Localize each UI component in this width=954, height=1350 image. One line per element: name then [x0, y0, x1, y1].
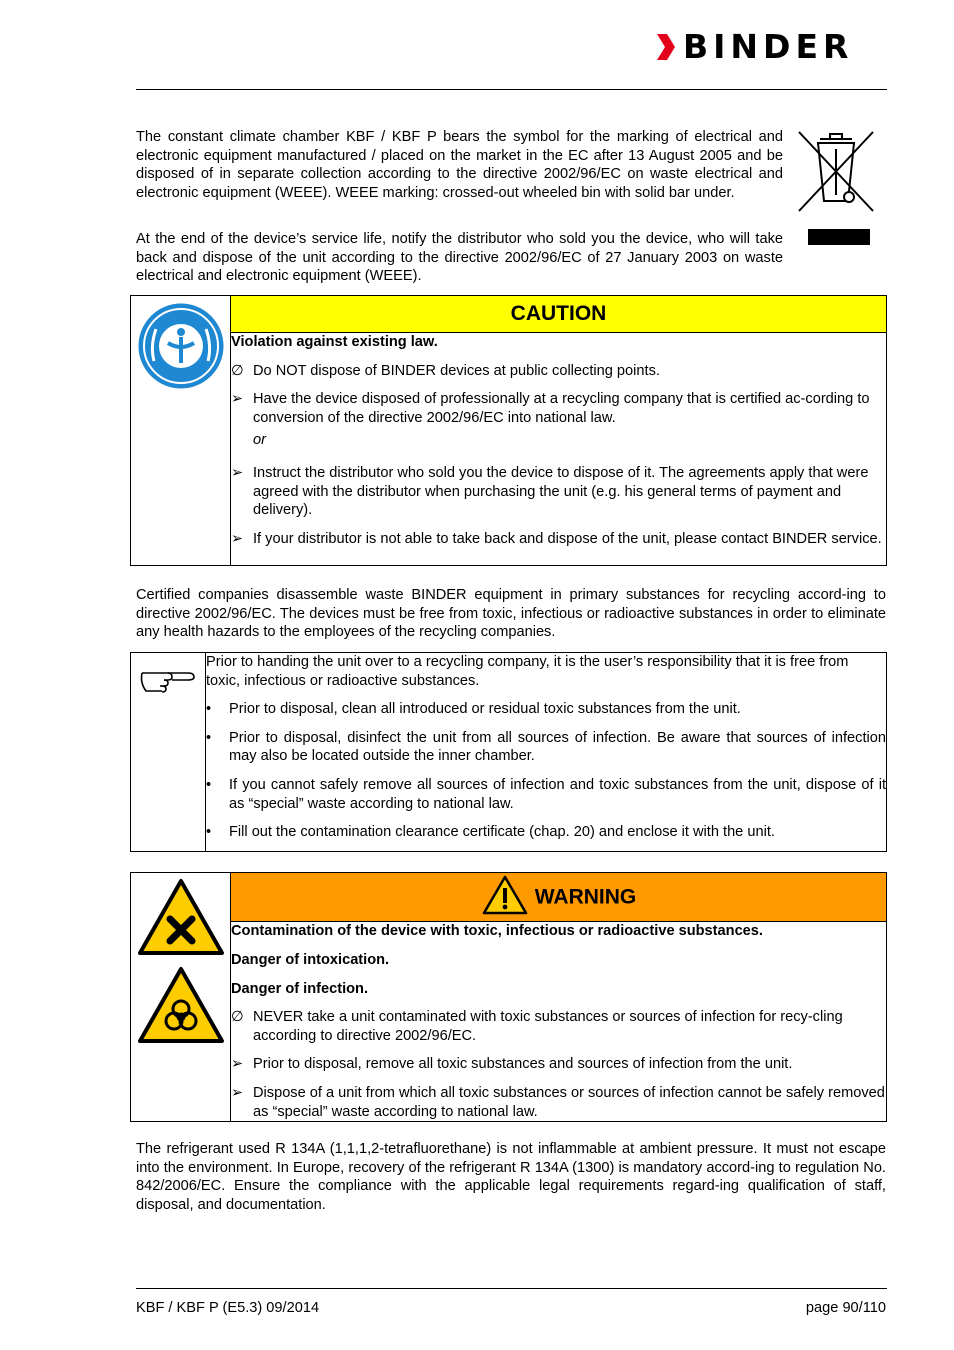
bullet-icon: • — [206, 776, 212, 793]
warning-prohibit-item: ∅ NEVER take a unit contaminated with toxic substances or sources of infection for recy-cling according to directive 2002/96/EC. — [231, 1009, 843, 1044]
caution-item-1: ➢ Have the device disposed of professionally at a recycling company that is certified ac-cording to conversion of the directive 2002/96/EC into national law. — [231, 391, 870, 426]
bullet-icon: • — [206, 701, 212, 718]
caution-prohibit-item: ∅ Do NOT dispose of BINDER devices at public collecting points. — [231, 362, 660, 379]
caution-item-2: ➢ Instruct the distributor who sold you the device to dispose of it. The agreements apply that were agreed with the distributor when purchasing the unit (e.g. his general terms of payment and delivery). — [231, 464, 869, 519]
bullet-icon: • — [206, 729, 212, 746]
warning-subject-1: Contamination of the device with toxic, infectious or radioactive substances. — [231, 923, 763, 940]
warning-icon-cell — [131, 873, 231, 1122]
caution-icon-cell — [131, 296, 231, 566]
warning-subject-2: Danger of intoxication. — [231, 952, 390, 969]
warning-box — [130, 872, 887, 1122]
note-bullet-1: • Prior to disposal, clean all introduced or residual toxic substances from the unit. — [206, 701, 741, 718]
caution-box — [130, 295, 887, 566]
warning-subject-3: Danger of infection. — [231, 980, 369, 997]
bullet-icon: • — [206, 824, 212, 841]
footer-doc-id: KBF / KBF P (E5.3) 09/2014 — [136, 1300, 320, 1316]
caution-content — [231, 333, 887, 566]
brand-name: BINDER — [683, 27, 854, 66]
binder-arrow-icon — [655, 30, 677, 64]
note-intro: Prior to handing the unit over to a recycling company, it is the user’s responsibility that it is free from toxic, infectious or radioactive substances. — [206, 654, 849, 689]
arrow-icon: ➢ — [231, 530, 244, 547]
warning-item-1: ➢ Prior to disposal, remove all toxic substances and sources of infection from the unit. — [231, 1056, 793, 1073]
warning-header — [231, 873, 887, 922]
note-bullet-2: • Prior to disposal, disinfect the unit from all sources of infection. Be aware that sources of infection may also be located outside the inner chamber. — [206, 729, 886, 765]
weee-solid-bar — [808, 229, 870, 245]
footer-page-number: page 90/110 — [805, 1300, 886, 1316]
prohibit-icon: ∅ — [231, 1009, 244, 1026]
warning-content — [231, 922, 887, 1122]
weee-bin-icon — [796, 129, 876, 214]
header-rule — [136, 89, 887, 90]
arrow-icon: ➢ — [231, 1085, 244, 1102]
warning-item-2: ➢ Dispose of a unit from which all toxic substances or sources of infection cannot be safely removed as “special” waste according to national law. — [231, 1085, 885, 1120]
arrow-icon: ➢ — [231, 391, 244, 408]
eco-environment-icon — [136, 301, 226, 391]
note-box — [130, 652, 887, 852]
intro-paragraph-2: At the end of the device’s service life, notify the distributor who sold you the device, who will take back and dispose of the unit according to the directive 2002/96/EC of 27 January 2003 on waste electrical and electronic equipment (WEEE). — [136, 231, 783, 285]
arrow-icon: ➢ — [231, 464, 244, 481]
caution-or: or — [253, 432, 266, 449]
caution-header: CAUTION — [231, 296, 887, 333]
binder-logo — [655, 27, 887, 66]
footer-rule — [136, 1288, 887, 1289]
refrigerant-paragraph: The refrigerant used R 134A (1,1,1,2-tetrafluorethane) is not inflammable at ambient pressure. It must not escape into the environment. In Europe, recovery of the refrigerant R 134A (1300) is mandatory accord-ing to regulation No. 842/2006/EC. Ensure the compliance with the applicable legal requirements regard-ing qualification of staff, disposal, and documentation. — [136, 1141, 886, 1213]
note-bullet-3: • If you cannot safely remove all sources of infection and toxic substances from the unit, dispose of it as “special” waste according to national law. — [206, 776, 886, 812]
biohazard-icon — [136, 965, 226, 1045]
prohibit-icon: ∅ — [231, 362, 244, 379]
pointing-hand-icon — [138, 661, 198, 697]
certified-paragraph: Certified companies disassemble waste BINDER equipment in primary substances for recycling accord-ing to directive 2002/96/EC. The devices must be free from toxic, infectious or radioactive substances in order to eliminate any health hazards to the employees of the recycling companies. — [136, 587, 886, 641]
note-icon-cell — [131, 653, 206, 852]
caution-item-3: ➢ If your distributor is not able to take back and dispose of the unit, please contact BINDER service. — [231, 530, 882, 547]
arrow-icon: ➢ — [231, 1056, 244, 1073]
note-content — [206, 653, 887, 852]
note-bullet-4: • Fill out the contamination clearance certificate (chap. 20) and enclose it with the unit. — [206, 824, 775, 841]
warning-title: WARNING — [534, 885, 637, 909]
warning-triangle-icon — [481, 874, 529, 916]
toxic-hazard-icon — [136, 877, 226, 957]
caution-subject: Violation against existing law. — [231, 334, 438, 350]
intro-paragraph-1: The constant climate chamber KBF / KBF P bears the symbol for the marking of electrical and electronic equipment manufactured / placed on the market in the EC after 13 August 2005 and be disposed of in separate collection according to the directive 2002/96/EC on waste electrical and electronic equipment (WEEE). WEEE marking: crossed-out wheeled bin with solid bar under. — [136, 129, 783, 201]
